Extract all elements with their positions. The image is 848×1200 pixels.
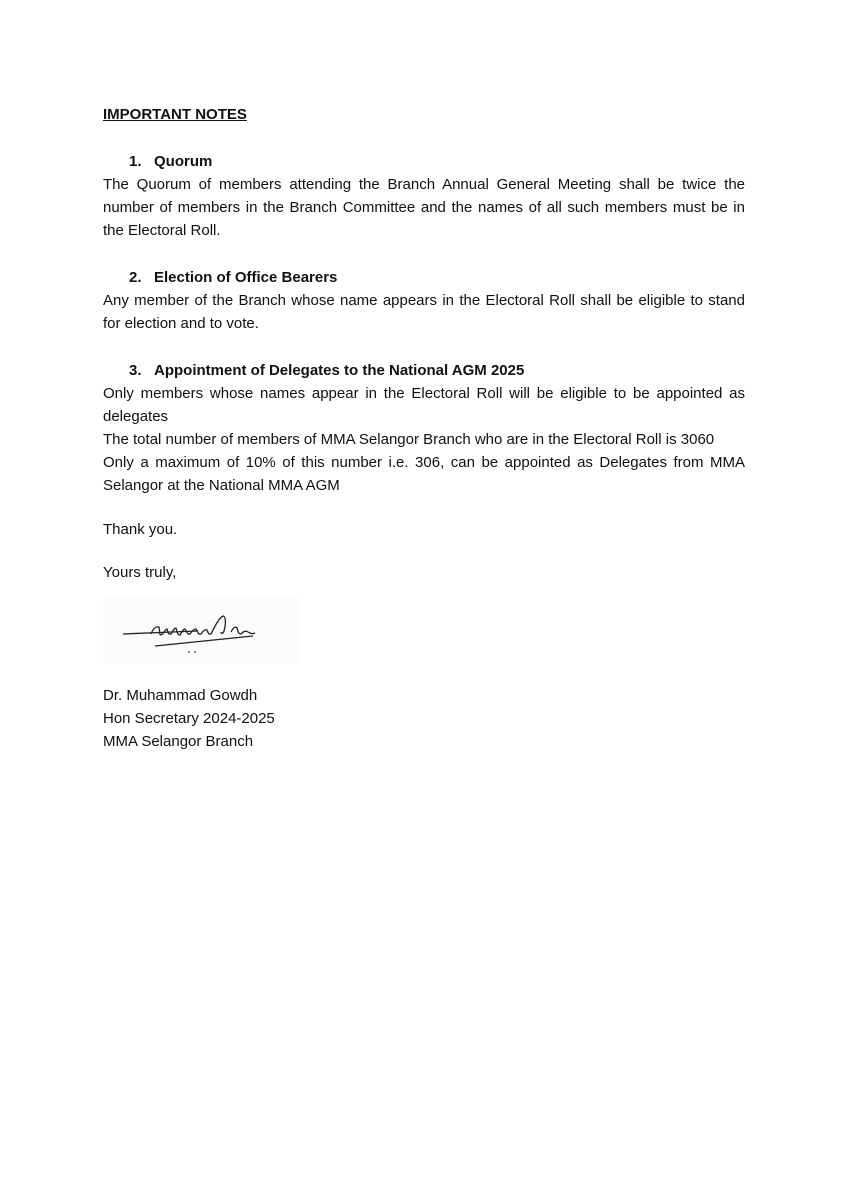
section-title-text: Quorum (154, 153, 213, 170)
valediction-line: Yours truly, (103, 564, 177, 581)
section-number: 3. (129, 362, 142, 379)
section-paragraph: The Quorum of members attending the Branch Annual General Meeting shall be twice the number of members in the Branch Committee and the names of all such members must be in the Electoral Roll. (103, 176, 745, 239)
section-quorum (103, 150, 745, 242)
signer-title: Hon Secretary 2024-2025 (103, 710, 275, 727)
section-paragraph: Only a maximum of 10% of this number i.e. 306, can be appointed as Delegates from MMA Selangor at the National MMA AGM (103, 454, 745, 494)
section-paragraph: The total number of members of MMA Selangor Branch who are in the Electoral Roll is 3060 (103, 431, 715, 448)
section-title-text: Election of Office Bearers (154, 269, 338, 286)
section-number: 1. (129, 153, 142, 170)
section-number: 2. (129, 269, 142, 286)
section-election (103, 266, 745, 335)
letter-body (103, 103, 745, 753)
signer-name: Dr. Muhammad Gowdh (103, 687, 258, 704)
section-title (129, 266, 745, 289)
section-title (129, 150, 745, 173)
page-heading: IMPORTANT NOTES (103, 106, 247, 123)
section-title (129, 359, 745, 382)
section-delegates (103, 359, 745, 497)
signature-image (103, 598, 299, 664)
signer-block (103, 684, 745, 753)
section-title-text: Appointment of Delegates to the National AGM 2025 (154, 362, 525, 379)
signature-icon (103, 598, 299, 664)
section-paragraph: Any member of the Branch whose name appears in the Electoral Roll shall be eligible to stand for election and to vote. (103, 292, 745, 332)
section-paragraph: Only members whose names appear in the Electoral Roll will be eligible to be appointed as delegates (103, 385, 745, 425)
signer-organization: MMA Selangor Branch (103, 733, 254, 750)
thanks-line: Thank you. (103, 521, 178, 538)
